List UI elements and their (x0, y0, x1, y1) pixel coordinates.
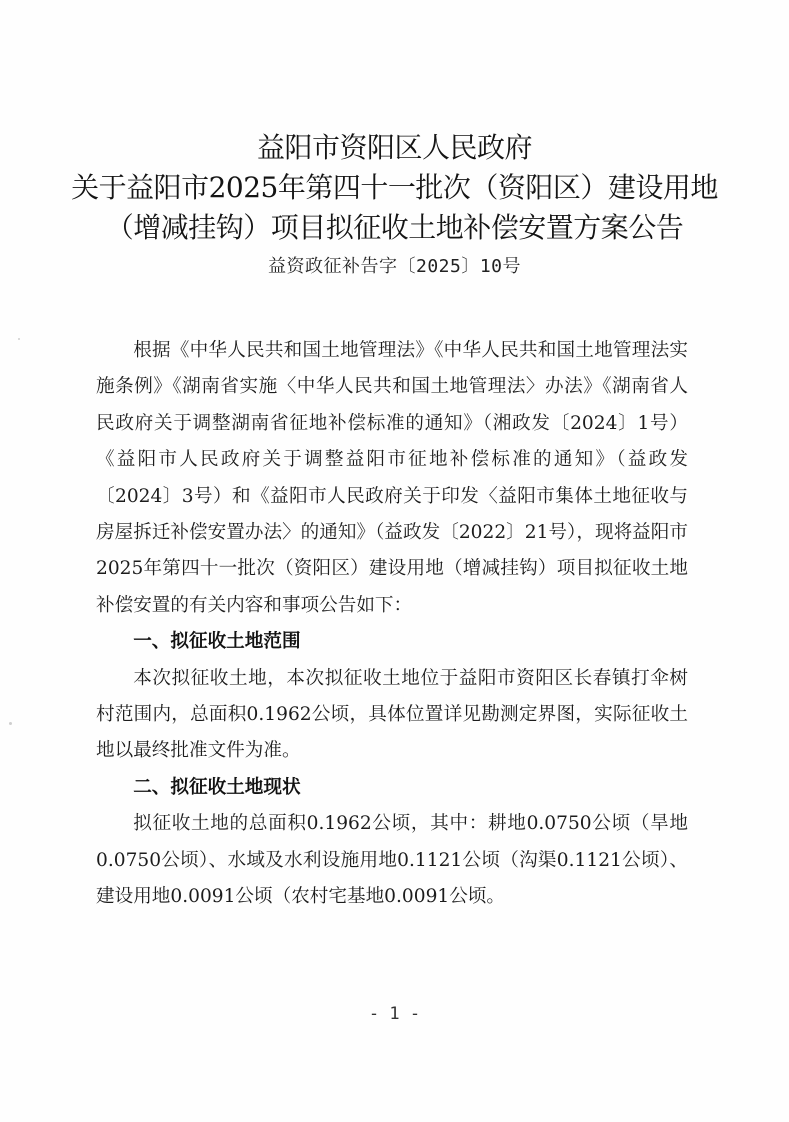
document-title-block (60, 128, 729, 280)
document-body (96, 333, 688, 916)
scan-speck (9, 722, 12, 725)
section-2-paragraph: 拟征收土地的总面积0.1962公顷，其中：耕地0.0750公顷（旱地0.0750公顷）、水域及水利设施用地0.1121公顷（沟渠0.1121公顷）、建设用地0.0091公顷（农村宅基地0.0091公顷。 (96, 813, 688, 908)
page-number: - 1 - (368, 1004, 421, 1024)
scan-speck (18, 338, 20, 340)
title-line-2: 关于益阳市2025年第四十一批次（资阳区）建设用地 (71, 171, 718, 204)
title-line-1: 益阳市资阳区人民政府 (256, 131, 532, 164)
section-2-heading: 二、拟征收土地现状 (133, 776, 301, 798)
section-1-paragraph: 本次拟征收土地，本次拟征收土地位于益阳市资阳区长春镇打伞树村范围内，总面积0.1962公顷，具体位置详见勘测定界图，实际征收土地以最终批准文件为准。 (96, 667, 688, 762)
title-line-3: （增减挂钩）项目拟征收土地补偿安置方案公告 (105, 211, 684, 244)
section-1-heading: 一、拟征收土地范围 (133, 631, 301, 653)
intro-paragraph: 根据《中华人民共和国土地管理法》《中华人民共和国土地管理法实施条例》《湖南省实施〈中华人民共和国土地管理法〉办法》《湖南省人民政府关于调整湖南省征地补偿标准的通知》（湘政发〔2024〕1号）《益阳市人民政府关于调整益阳市征地补偿标准的通知》（益政发〔2024〕3号）和《益阳市人民政府关于印发〈益阳市集体土地征收与房屋拆迁补偿安置办法〉的通知》（益政发〔2022〕21号），现将益阳市2025年第四十一批次（资阳区）建设用地（增减挂钩）项目拟征收土地补偿安置的有关内容和事项公告如下： (96, 340, 688, 616)
document-number: 益资政征补告字〔2025〕10号 (267, 256, 522, 277)
